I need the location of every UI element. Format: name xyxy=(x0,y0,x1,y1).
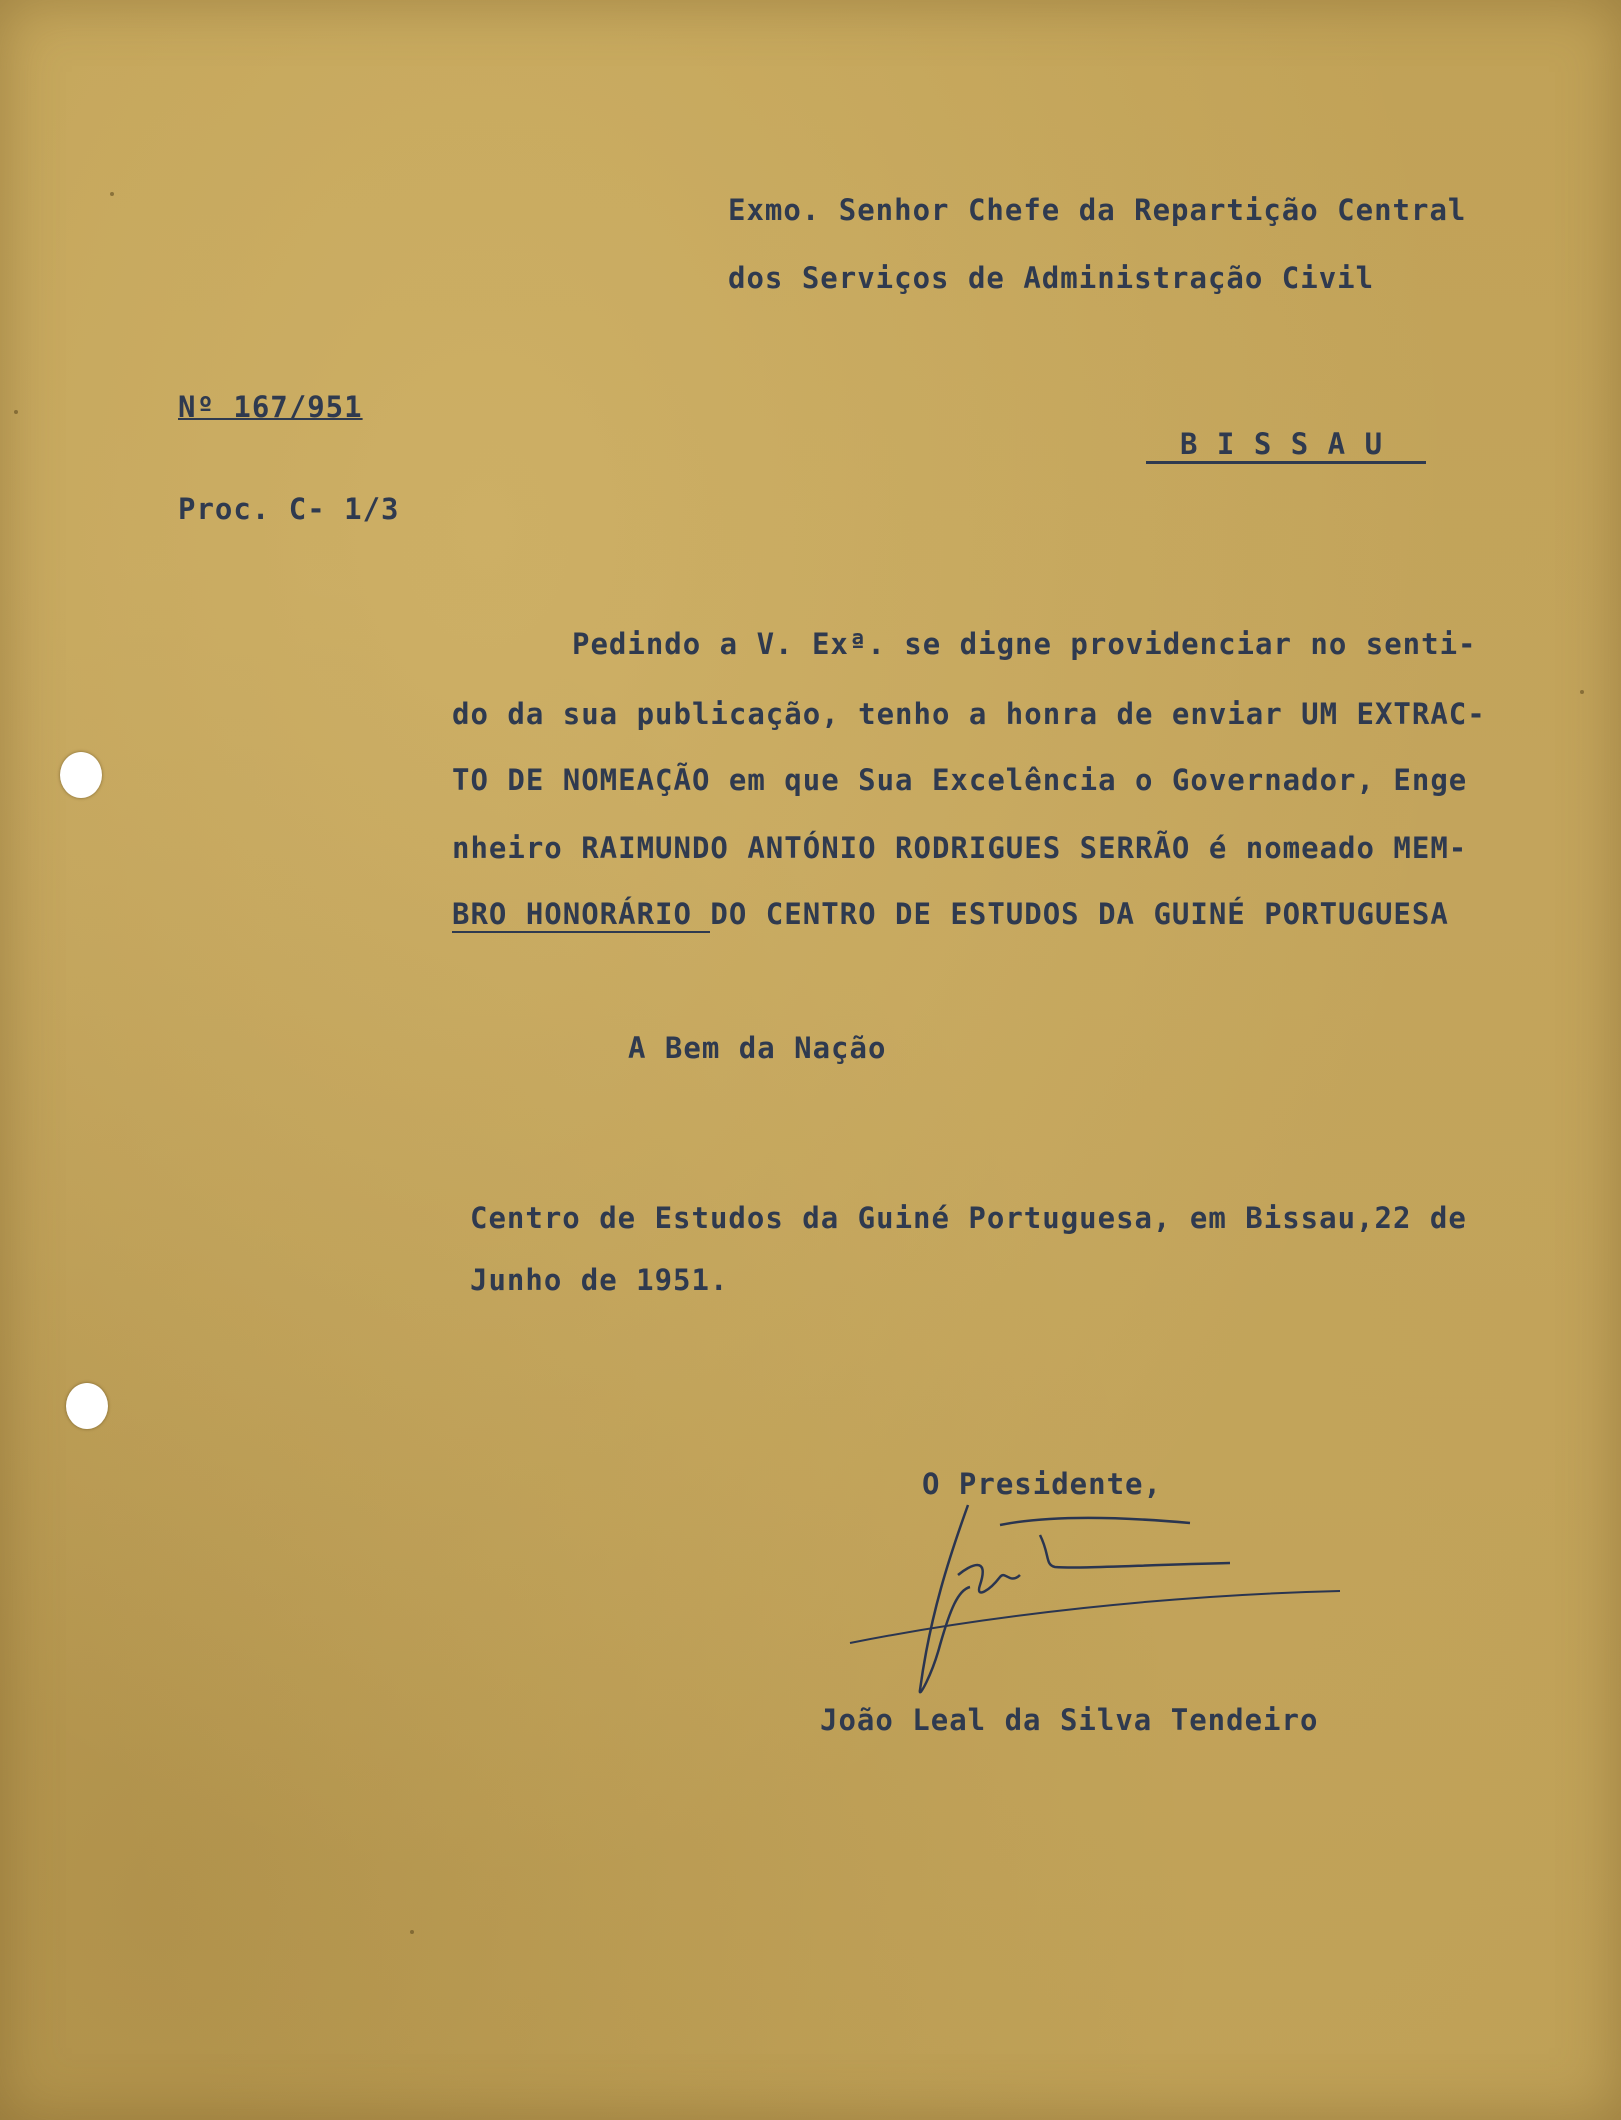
paper-speck xyxy=(410,1930,414,1934)
place-date-line-2: Junho de 1951. xyxy=(470,1263,729,1297)
closing-salutation: A Bem da Nação xyxy=(628,1031,887,1065)
membro-honorario-underline xyxy=(452,931,710,933)
reference-number: Nº 167/951 xyxy=(178,390,363,424)
handwritten-signature xyxy=(840,1495,1360,1705)
signatory-title: O Presidente, xyxy=(922,1467,1162,1501)
paper-speck xyxy=(14,410,18,414)
body-line-5: BRO HONORÁRIO DO CENTRO DE ESTUDOS DA GUINÉ PORTUGUESA xyxy=(452,897,1449,931)
destination-underline xyxy=(1146,461,1426,464)
place-date-line-1: Centro de Estudos da Guiné Portuguesa, em Bissau,22 de xyxy=(470,1201,1467,1235)
addressee-line-1: Exmo. Senhor Chefe da Repartição Central xyxy=(728,193,1467,227)
paper-speck xyxy=(110,192,114,196)
punch-hole-bottom xyxy=(66,1383,108,1429)
paper-speck xyxy=(1580,690,1584,694)
addressee-line-2: dos Serviços de Administração Civil xyxy=(728,261,1375,295)
punch-hole-top xyxy=(60,752,102,798)
destination-heading: B I S S A U xyxy=(1180,427,1384,461)
body-line-1: Pedindo a V. Exª. se digne providenciar no senti- xyxy=(572,627,1477,661)
process-reference: Proc. C- 1/3 xyxy=(178,492,400,526)
body-line-2: do da sua publicação, tenho a honra de enviar UM EXTRAC- xyxy=(452,697,1486,731)
signatory-name: João Leal da Silva Tendeiro xyxy=(820,1703,1319,1737)
body-line-4: nheiro RAIMUNDO ANTÓNIO RODRIGUES SERRÃO é nomeado MEM- xyxy=(452,831,1468,865)
body-line-3: TO DE NOMEAÇÃO em que Sua Excelência o Governador, Enge xyxy=(452,763,1468,797)
